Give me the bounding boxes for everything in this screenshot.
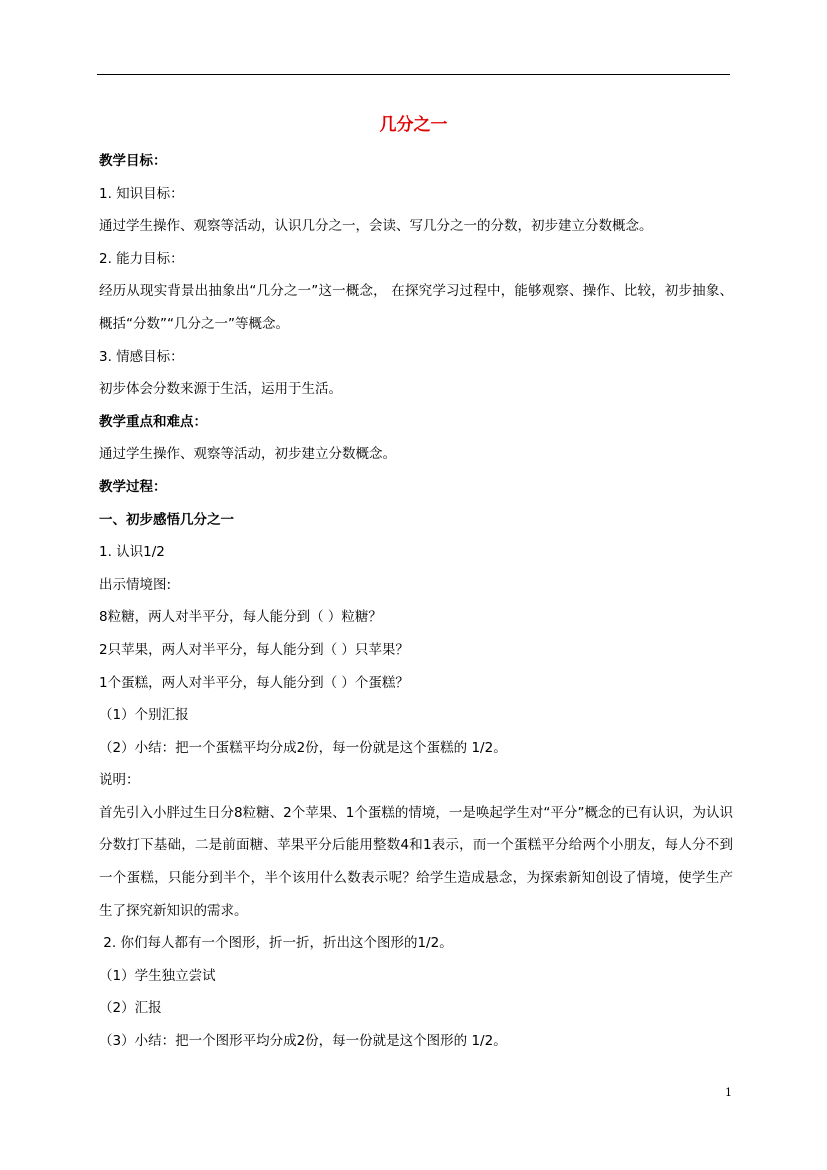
step-report-1: （1）个别汇报 — [99, 707, 189, 724]
goal-knowledge-text: 通过学生操作、观察等活动，认识几分之一，会读、写几分之一的分数，初步建立分数概念。 — [99, 218, 653, 235]
question-candy: 8粒糖，两人对半平分，每人能分到（ ）粒糖？ — [99, 609, 382, 626]
explanation-text: 首先引入小胖过生日分8粒糖、2个苹果、1个蛋糕的情境，一是唤起学生对“平分”概念的已有认识，为认识分数打下基础，二是前面糖、苹果平分后能用整数4和1表示，而一个蛋糕平分给两个小朋友，每人分不到一个蛋糕，只能分到半个，半个该用什么数表示呢？给学生造成悬念，为探索新知创设了情境，使学生产生了探究新知识的需求。 — [99, 804, 733, 919]
goal-ability-text: 经历从现实背景出抽象出“几分之一”这一概念， 在探究学习过程中，能够观察、操作、比较，初步抽象、概括“分数”“几分之一”等概念。 — [99, 283, 733, 332]
heading-key-points: 教学重点和难点： — [99, 413, 207, 430]
header-rule — [97, 74, 730, 75]
step-report-2: （2）汇报 — [99, 1000, 162, 1017]
goal-emotion-heading: 3. 情感目标： — [99, 348, 184, 365]
goal-knowledge-heading: 1. 知识目标： — [99, 185, 184, 202]
step-summary-1: （2）小结：把一个蛋糕平均分成2份，每一份就是这个蛋糕的 1/2。 — [99, 739, 507, 756]
page-number: 1 — [725, 1086, 732, 1099]
document-title: 几分之一 — [379, 115, 448, 135]
heading-teaching-goals: 教学目标： — [99, 153, 167, 169]
section-one-heading: 一、初步感悟几分之一 — [99, 511, 234, 528]
heading-teaching-process: 教学过程： — [99, 478, 167, 495]
show-scene-text: 出示情境图: — [99, 576, 172, 593]
document-body — [99, 148, 733, 1061]
key-points-text: 通过学生操作、观察等活动，初步建立分数概念。 — [99, 446, 396, 463]
step-try: （1）学生独立尝试 — [99, 967, 216, 984]
question-apple: 2只苹果，两人对半平分，每人能分到（ ）只苹果？ — [99, 641, 409, 658]
goal-ability-heading: 2. 能力目标： — [99, 250, 184, 267]
question-cake: 1个蛋糕，两人对半平分，每人能分到（ ）个蛋糕？ — [99, 674, 409, 691]
goal-emotion-text: 初步体会分数来源于生活，运用于生活。 — [99, 381, 342, 398]
explanation-heading: 说明： — [99, 772, 140, 789]
step-summary-2: （3）小结：把一个图形平均分成2份，每一份就是这个图形的 1/2。 — [99, 1033, 507, 1050]
step-2-heading: 2. 你们每人都有一个图形，折一折，折出这个图形的1/2。 — [99, 935, 453, 952]
step-1-heading: 1. 认识1/2 — [99, 544, 165, 561]
